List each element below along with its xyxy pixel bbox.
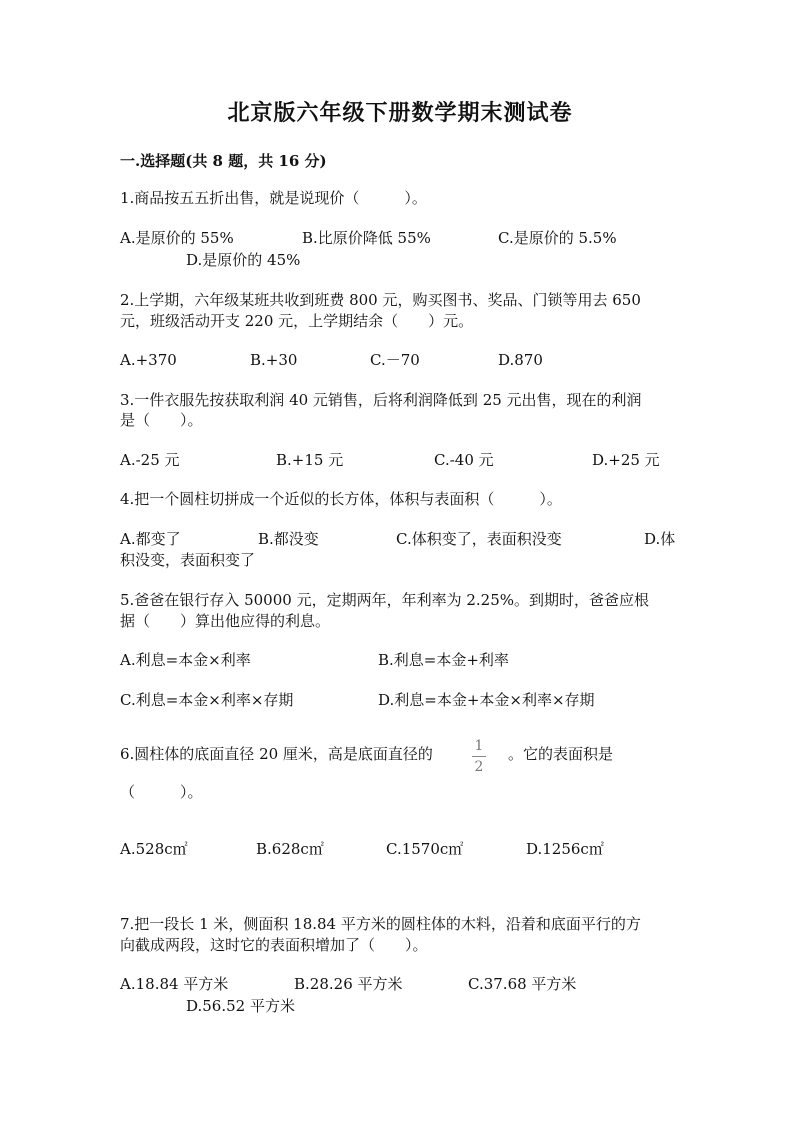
question-6-option-b: B.628c㎡ bbox=[256, 840, 324, 858]
question-1-option-b: B.比原价降低 55% bbox=[302, 229, 431, 247]
question-2-option-a: A.+370 bbox=[120, 351, 177, 369]
question-3-option-a: A.-25 元 bbox=[120, 451, 180, 469]
fraction-bar bbox=[472, 756, 486, 757]
question-2-option-c: C.－70 bbox=[370, 351, 420, 369]
question-3-stem-line-2: 是（ ）。 bbox=[120, 411, 203, 429]
question-1-stem: 1.商品按五五折出售，就是说现价（ ）。 bbox=[120, 189, 427, 207]
page-title: 北京版六年级下册数学期末测试卷 bbox=[227, 100, 573, 126]
question-5-option-b: B.利息=本金+利率 bbox=[378, 651, 509, 669]
question-4-option-a: A.都变了 bbox=[120, 530, 181, 548]
question-3-option-c: C.-40 元 bbox=[434, 451, 494, 469]
question-5-option-a: A.利息=本金×利率 bbox=[120, 651, 251, 669]
question-4-option-d-part-1: D.体 bbox=[644, 530, 676, 548]
question-2-stem-line-1: 2.上学期，六年级某班共收到班费 800 元，购买图书、奖品、门锁等用去 650 bbox=[120, 291, 641, 309]
question-3-stem-line-1: 3.一件衣服先按获取利润 40 元销售，后将利润降低到 25 元出售，现在的利润 bbox=[120, 391, 642, 409]
question-2-option-b: B.+30 bbox=[250, 351, 298, 369]
question-7-option-b: B.28.26 平方米 bbox=[294, 975, 403, 993]
question-6-option-c: C.1570c㎡ bbox=[386, 840, 464, 858]
question-6-option-a: A.528c㎡ bbox=[120, 840, 188, 858]
question-7-stem-line-2: 向截成两段，这时它的表面积增加了（ ）。 bbox=[120, 936, 428, 954]
fraction-one-half bbox=[470, 738, 488, 775]
question-1-option-d: D.是原价的 45% bbox=[186, 251, 301, 269]
question-5-stem-line-2: 据（ ）算出他应得的利息。 bbox=[120, 612, 331, 630]
question-6-option-d: D.1256c㎡ bbox=[526, 840, 604, 858]
question-7-option-a: A.18.84 平方米 bbox=[120, 975, 229, 993]
question-6-stem-line-2: （ ）。 bbox=[120, 783, 203, 801]
question-3-option-d: D.+25 元 bbox=[592, 451, 660, 469]
question-7-option-d: D.56.52 平方米 bbox=[186, 997, 295, 1015]
question-5-option-d: D.利息=本金+本金×利率×存期 bbox=[378, 691, 595, 709]
question-2-option-d: D.870 bbox=[498, 351, 543, 369]
question-1-option-a: A.是原价的 55% bbox=[120, 229, 234, 247]
question-6-stem-part-2: 。它的表面积是 bbox=[508, 745, 614, 763]
question-1-option-c: C.是原价的 5.5% bbox=[498, 229, 617, 247]
question-4-option-d-part-2: 积没变，表面积变了 bbox=[120, 551, 256, 569]
question-4-option-b: B.都没变 bbox=[258, 530, 319, 548]
question-4-stem: 4.把一个圆柱切拼成一个近似的长方体，体积与表面积（ ）。 bbox=[120, 490, 562, 508]
fraction-denominator: 2 bbox=[474, 759, 484, 775]
fraction-numerator: 1 bbox=[474, 738, 484, 754]
question-3-option-b: B.+15 元 bbox=[276, 451, 344, 469]
question-7-option-c: C.37.68 平方米 bbox=[468, 975, 577, 993]
question-5-option-c: C.利息=本金×利率×存期 bbox=[120, 691, 294, 709]
question-4-option-c: C.体积变了，表面积没变 bbox=[396, 530, 562, 548]
question-5-stem-line-1: 5.爸爸在银行存入 50000 元，定期两年，年利率为 2.25%。到期时，爸爸应根 bbox=[120, 591, 649, 609]
question-7-stem-line-1: 7.把一段长 1 米，侧面积 18.84 平方米的圆柱体的木料，沿着和底面平行的方 bbox=[120, 915, 641, 933]
question-2-stem-line-2: 元，班级活动开支 220 元，上学期结余（ ）元。 bbox=[120, 312, 474, 330]
section-heading: 一.选择题(共 8 题，共 16 分) bbox=[120, 152, 327, 170]
question-6-stem-part-1: 6.圆柱体的底面直径 20 厘米，高是底面直径的 bbox=[120, 745, 433, 763]
